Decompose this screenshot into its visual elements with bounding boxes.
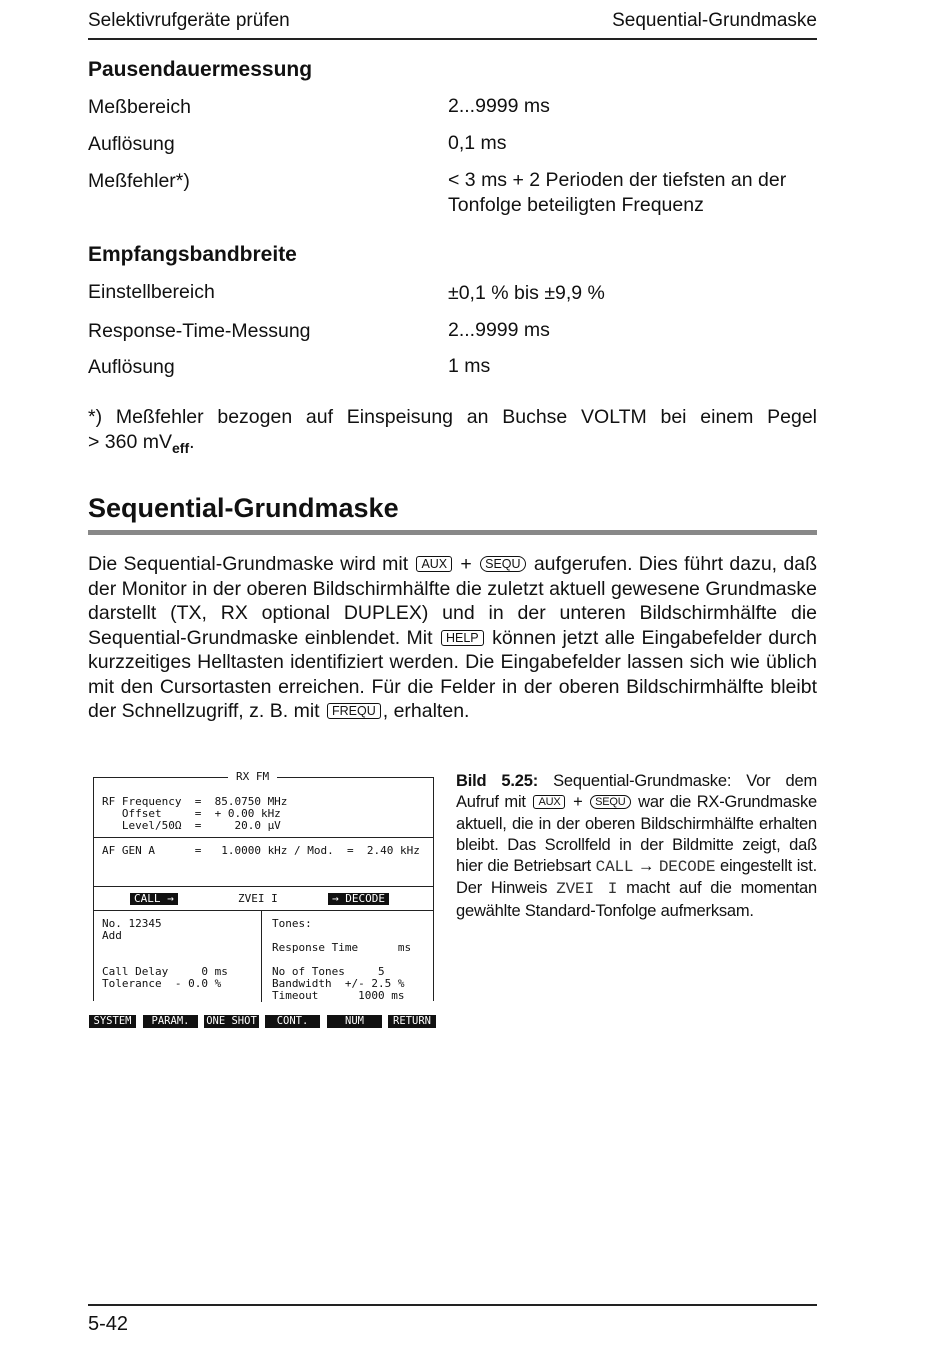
softkey-cont[interactable]: CONT. [265, 1015, 320, 1028]
pause-value-range: 2...9999 ms [448, 95, 550, 117]
screen-vertical-divider [261, 911, 262, 1002]
decode-mode-field[interactable]: → DECODE [328, 893, 389, 905]
call-mode-field[interactable]: CALL → [130, 893, 178, 905]
screen-afgen-line: AF GEN A = 1.0000 kHz / Mod. = 2.40 kHz [102, 844, 420, 857]
screen-divider-3 [93, 910, 434, 911]
screen-title: RX FM [228, 771, 277, 783]
pause-value-error-cont: Tonfolge beteiligten Frequenz [448, 194, 704, 216]
caption-aux-key: AUX [533, 795, 565, 809]
pause-label-range: Meßbereich [88, 96, 191, 118]
pause-value-resolution: 0,1 ms [448, 132, 507, 154]
softkey-param[interactable]: PARAM. [143, 1015, 198, 1028]
footnote-line1: *) Meßfehler bezogen auf Einspeisung an Buchse VOLTM bei einem Pegel [88, 406, 817, 428]
bandwidth-label-resolution: Auflösung [88, 356, 175, 378]
screen-params-block: No of Tones 5 Bandwidth +/- 2.5 % Timeout 1000 ms [272, 965, 405, 1002]
softkey-system[interactable]: SYSTEM [89, 1015, 136, 1028]
softkey-one-shot[interactable]: ONE SHOT [204, 1015, 259, 1028]
running-header-right: Sequential-Grundmaske [612, 10, 817, 31]
header-rule [88, 38, 817, 40]
section-rule [88, 530, 817, 535]
screen-number-block: No. 12345 Add [102, 917, 162, 942]
bandwidth-value-setting: ±0,1 % bis ±9,9 % [448, 282, 605, 304]
bandwidth-label-response: Response-Time-Messung [88, 320, 311, 342]
softkey-num[interactable]: NUM [327, 1015, 382, 1028]
aux-key: AUX [416, 556, 452, 572]
screen-rf-block: RF Frequency = 85.0750 MHz Offset = + 0.00 kHz Level/50Ω = 20.0 µV [102, 795, 288, 832]
pause-label-resolution: Auflösung [88, 133, 175, 155]
bandwidth-heading: Empfangsbandbreite [88, 243, 297, 266]
body-paragraph: Die Sequential-Grundmaske wird mit AUX + SEQU aufgerufen. Dies führt dazu, daß der Monitor in der oberen Bildschirmhälfte die zuletzt aktuell gewesene Grundmaske darstellt (TX, RX optional DUPLEX) und in der unteren Bildschirmhälfte die Sequential-Grundmaske einblendet. Mit HELP können jetzt alle Eingabefelder durch kurzzeitiges Helltasten identifiziert werden. Die Eingabefelder lassen sich wie üblich mit den Cursortasten erreichen. Für die Felder in der oberen Bildschirmhälfte bleibt der Schnellzugriff, z. B. mit FREQU , erhalten. [88, 553, 817, 722]
screen-divider-1 [93, 837, 434, 838]
footnote-line2: > 360 $mV_{eff}$. [88, 431, 195, 456]
bandwidth-value-resolution: 1 ms [448, 355, 491, 377]
bandwidth-value-response: 2...9999 ms [448, 319, 550, 341]
frequ-key: FREQU [327, 703, 381, 719]
pause-value-error: < 3 ms + 2 Perioden der tiefsten an der [448, 169, 787, 191]
footer-rule [88, 1304, 817, 1306]
bandwidth-label-setting: Einstellbereich [88, 281, 215, 303]
sequ-key: SEQU [480, 556, 525, 572]
pause-heading: Pausendauermessung [88, 58, 313, 81]
section-title: Sequential-Grundmaske [88, 493, 399, 523]
page-number: 5-42 [88, 1313, 129, 1335]
pause-label-error: Meßfehler*) [88, 170, 190, 192]
softkey-return[interactable]: RETURN [388, 1015, 436, 1028]
screen-figure [93, 770, 434, 1002]
help-key: HELP [441, 630, 484, 646]
figure-caption: Bild 5.25: Sequential-Grundmaske: Vor dem Aufruf mit AUX + SEQU war die RX-Grundmaske aktuell, die in der oberen Bildschirmhälfte erhalten bleibt. Das Scrollfeld in der Bildmitte zeigt, daß hier die Betriebsart CALL → DECODE eingestellt ist. Der Hinweis ZVEI I macht auf die momentan gewählte Standard-Tonfolge aufmerksam. [456, 772, 818, 920]
screen-tones-block: Tones: Response Time ms [272, 917, 412, 954]
running-header-left: Selektivrufgeräte prüfen [88, 10, 290, 31]
caption-sequ-key: SEQU [590, 795, 630, 809]
screen-divider-2 [93, 886, 434, 887]
tone-standard-field[interactable]: ZVEI I [238, 892, 278, 905]
screen-delay-block: Call Delay 0 ms Tolerance - 0.0 % [102, 965, 228, 990]
caption-label: Bild 5.25: [456, 772, 539, 790]
